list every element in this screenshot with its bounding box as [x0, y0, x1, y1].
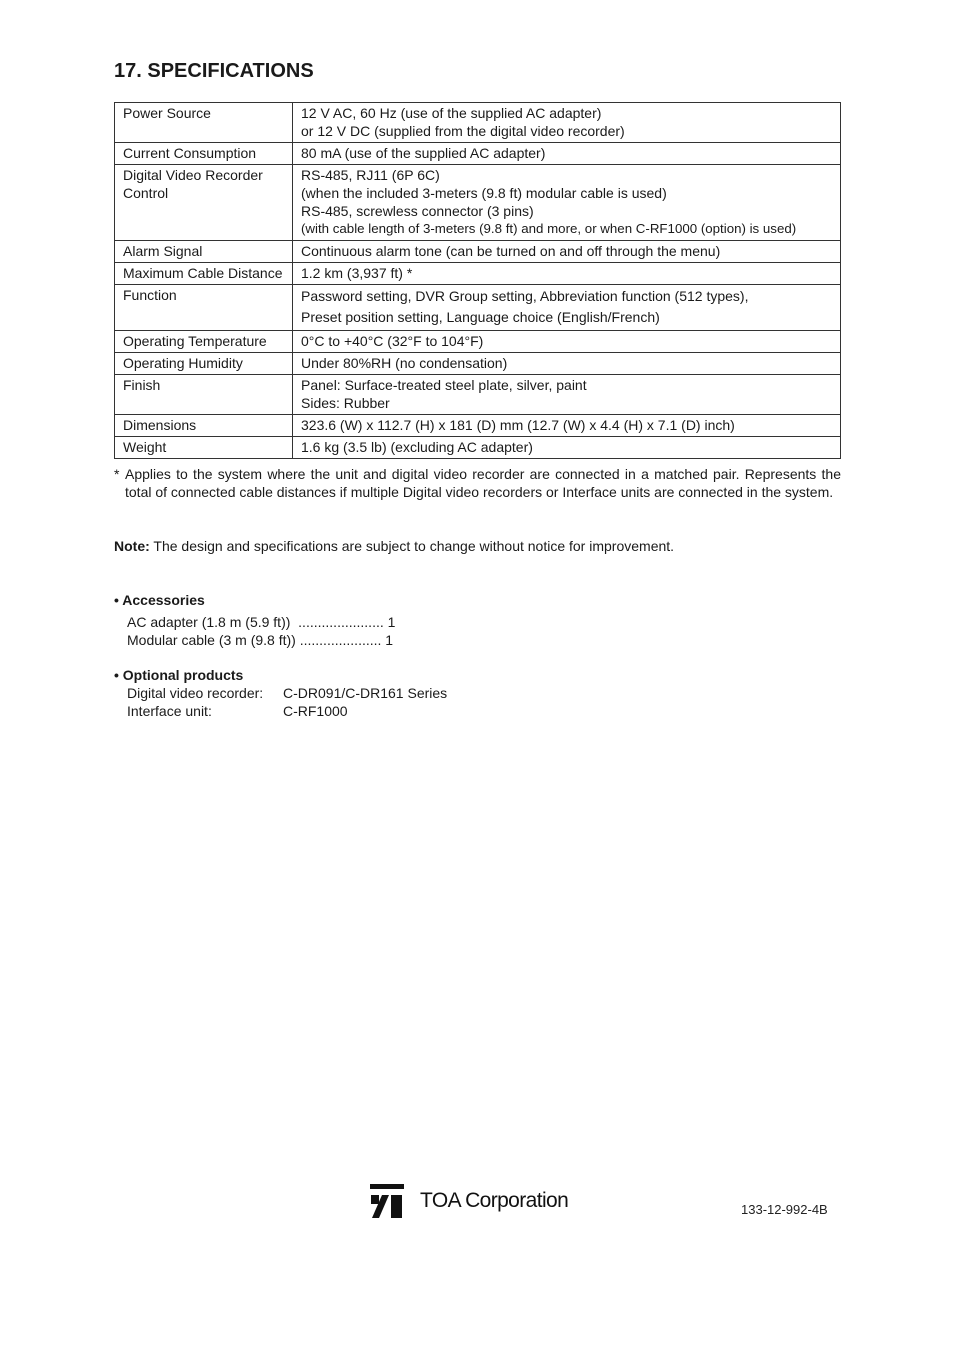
spec-value-line: 12 V AC, 60 Hz (use of the supplied AC adapter)	[301, 105, 602, 121]
table-row	[115, 263, 841, 285]
spec-value	[293, 103, 841, 143]
spec-value-line: Panel: Surface-treated steel plate, silver, paint	[301, 377, 587, 393]
spec-label: Dimensions	[115, 415, 293, 437]
note-label: Note:	[114, 538, 150, 554]
table-row	[115, 415, 841, 437]
spec-value-line: 0°C to +40°C (32°F to 104°F)	[301, 333, 484, 349]
accessory-item: AC adapter (1.8 m (5.9 ft)) ...................... 1	[127, 614, 396, 630]
spec-value	[293, 353, 841, 375]
footnote	[114, 465, 841, 501]
optional-product-key: Interface unit:	[127, 703, 212, 719]
optional-product-value: C-DR091/C-DR161 Series	[283, 685, 448, 701]
spec-value	[293, 415, 841, 437]
table-row	[115, 143, 841, 165]
spec-label: Digital Video Recorder Control	[115, 165, 293, 241]
spec-table	[114, 102, 841, 459]
spec-label: Finish	[115, 375, 293, 415]
spec-label: Operating Humidity	[115, 353, 293, 375]
spec-label: Maximum Cable Distance	[115, 263, 293, 285]
optional-products-section	[114, 666, 447, 720]
table-row	[115, 103, 841, 143]
spec-value	[293, 437, 841, 459]
spec-value-line: 1.6 kg (3.5 lb) (excluding AC adapter)	[301, 439, 533, 455]
table-row	[115, 165, 841, 241]
note	[114, 537, 674, 555]
toa-logo-icon	[370, 1184, 404, 1218]
spec-label: Weight	[115, 437, 293, 459]
table-row	[115, 331, 841, 353]
spec-value-line: (with cable length of 3-meters (9.8 ft) and more, or when C-RF1000 (option) is used)	[301, 221, 797, 236]
optional-product-key: Digital video recorder:	[127, 685, 264, 701]
spec-label: Current Consumption	[115, 143, 293, 165]
spec-value	[293, 241, 841, 263]
table-row	[115, 241, 841, 263]
page-title: 17. SPECIFICATIONS	[114, 60, 314, 82]
optional-products-heading: • Optional products	[114, 667, 244, 683]
table-row	[115, 437, 841, 459]
spec-value-line: RS-485, RJ11 (6P 6C)	[301, 167, 440, 183]
spec-value-line: Preset position setting, Language choice (English/French)	[301, 309, 660, 325]
spec-value	[293, 331, 841, 353]
accessory-item: Modular cable (3 m (9.8 ft)) ..................... 1	[127, 632, 394, 648]
spec-value-line: 80 mA (use of the supplied AC adapter)	[301, 145, 546, 161]
table-row	[115, 375, 841, 415]
footnote-text: Applies to the system where the unit and digital video recorder are connected in a matched pair. Represents the total of connected cable distances if multiple Digital video recorders or Interface units are connected in the system.	[125, 466, 841, 500]
spec-value-line: Password setting, DVR Group setting, Abbreviation function (512 types),	[301, 288, 749, 304]
spec-value-line: or 12 V DC (supplied from the digital video recorder)	[301, 123, 625, 139]
spec-value-line: 323.6 (W) x 112.7 (H) x 181 (D) mm (12.7 (W) x 4.4 (H) x 7.1 (D) inch)	[301, 417, 735, 433]
spec-value-line: 1.2 km (3,937 ft) *	[301, 265, 413, 281]
table-row	[115, 285, 841, 331]
spec-value	[293, 263, 841, 285]
spec-label: Function	[115, 285, 293, 331]
company-name: TOA Corporation	[420, 1189, 569, 1212]
spec-value	[293, 375, 841, 415]
spec-value	[293, 143, 841, 165]
company-logo	[370, 1184, 568, 1218]
optional-product-item	[127, 702, 447, 720]
document-code: 133-12-992-4B	[741, 1202, 828, 1217]
optional-product-value: C-RF1000	[283, 703, 348, 719]
spec-label: Operating Temperature	[115, 331, 293, 353]
optional-product-item	[127, 684, 447, 702]
spec-value-line: Sides: Rubber	[301, 395, 390, 411]
spec-value-line: RS-485, screwless connector (3 pins)	[301, 203, 534, 219]
spec-label: Alarm Signal	[115, 241, 293, 263]
note-text: The design and specifications are subject to change without notice for improvement.	[149, 538, 675, 554]
spec-value-line: Continuous alarm tone (can be turned on and off through the menu)	[301, 243, 721, 259]
spec-value	[293, 285, 841, 331]
table-row	[115, 353, 841, 375]
spec-label: Power Source	[115, 103, 293, 143]
spec-value	[293, 165, 841, 241]
footnote-mark: *	[114, 466, 120, 482]
spec-value-line: Under 80%RH (no condensation)	[301, 355, 508, 371]
spec-value-line: (when the included 3-meters (9.8 ft) modular cable is used)	[301, 185, 667, 201]
accessories-heading: • Accessories	[114, 592, 205, 608]
accessories-section	[114, 591, 395, 649]
